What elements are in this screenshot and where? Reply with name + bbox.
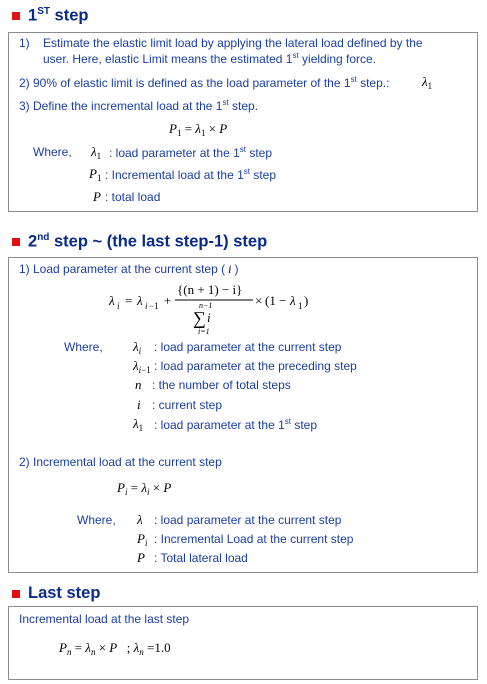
s2-incremental-equation: $P_i = \lambda_i \times P$ — [117, 480, 172, 497]
s3-equation: $P_n = \lambda_n \times P$ ; $\lambda_n =1.0$ — [59, 640, 171, 657]
s2-def2-symbol: $\lambda_{i-1}$ — [133, 358, 151, 375]
svg-text:+: + — [164, 293, 172, 308]
svg-text:i=1: i=1 — [198, 327, 210, 336]
s2-e1-symbol: λ — [137, 512, 143, 527]
svg-text:λ: λ — [290, 293, 296, 308]
svg-text:i: i — [117, 301, 120, 311]
svg-text:(1 −: (1 − — [265, 293, 287, 308]
s2-def3: : the number of total steps — [152, 378, 291, 392]
s2-where2: Where, — [77, 513, 116, 527]
section-1-header — [12, 6, 88, 26]
svg-text:×: × — [255, 293, 263, 308]
s2-e3: : Total lateral load — [154, 551, 248, 565]
s2-def1-symbol: $\lambda_i$ — [133, 339, 142, 356]
section-2-box — [8, 257, 478, 573]
s2-e2: : Incremental Load at the current step — [154, 532, 354, 546]
s2-def5-symbol: $\lambda_1$ — [133, 416, 144, 433]
section-2-title: 2nd step ~ (the last step-1) step — [28, 232, 268, 251]
s2-lambda-formula — [107, 278, 307, 340]
svg-text:): ) — [304, 293, 309, 308]
section-2-header — [12, 232, 267, 252]
svg-text:∑: ∑ — [193, 308, 206, 328]
svg-text:n−1: n−1 — [199, 301, 213, 310]
s2-where: Where, — [64, 340, 103, 354]
s2-def4: : current step — [152, 398, 223, 412]
s2-def5: : load parameter at the 1st step — [154, 417, 317, 432]
s1-item1-num: 1) — [19, 36, 30, 50]
svg-text:λ: λ — [137, 293, 143, 308]
s1-item1-line2: user. Here, elastic Limit means the estimated 1st yielding force. — [43, 51, 377, 66]
s2-e1: : load parameter at the current step — [154, 513, 342, 527]
s1-def3: : total load — [105, 190, 161, 204]
s1-equation: $P_1 = \lambda_1 \times P$ — [169, 121, 228, 138]
svg-text:{(n + 1) − i}: {(n + 1) − i} — [177, 282, 243, 297]
s2-e2-symbol: $P_i$ — [137, 531, 148, 548]
s1-lambda1-symbol: $\lambda_1$ — [422, 74, 433, 91]
s1-item1-line1: Estimate the elastic limit load by applying the lateral load defined by the — [43, 36, 423, 50]
s1-def1-symbol: $\lambda_1$ — [91, 144, 102, 161]
svg-text:λ: λ — [109, 293, 115, 308]
svg-text:1: 1 — [298, 301, 303, 311]
s1-def2: : Incremental load at the 1st step — [105, 167, 276, 182]
section-3-header — [12, 584, 100, 603]
section-1-title: 1ST step — [28, 6, 89, 25]
svg-text:−1: −1 — [149, 301, 159, 311]
section-1-box — [8, 32, 478, 212]
s2-item2: 2) Incremental load at the current step — [19, 455, 222, 469]
s2-def1: : load parameter at the current step — [154, 340, 342, 354]
svg-text:i: i — [207, 310, 211, 325]
red-bullet-icon — [12, 238, 20, 246]
s1-item2: 2) 90% of elastic limit is defined as the load parameter of the 1st step.: — [19, 75, 390, 90]
s2-e3-symbol: P — [137, 550, 145, 565]
s1-def3-symbol: P — [93, 189, 101, 204]
s2-def2: : load parameter at the preceding step — [154, 359, 357, 373]
section-3-box — [8, 606, 478, 680]
red-bullet-icon — [12, 12, 20, 20]
section-3-title: Last step — [28, 584, 101, 602]
s2-item1: 1) Load parameter at the current step ( i ) — [19, 262, 239, 276]
s2-def3-symbol: n — [135, 377, 142, 392]
s1-where: Where, — [33, 145, 72, 159]
svg-text:i: i — [145, 301, 148, 311]
s2-def4-symbol: i — [137, 397, 141, 412]
s1-item3: 3) Define the incremental load at the 1st step. — [19, 98, 259, 113]
s3-line: Incremental load at the last step — [19, 612, 190, 626]
svg-text:=: = — [125, 293, 133, 308]
red-bullet-icon — [12, 590, 20, 598]
s1-def2-symbol: $P_1$ — [89, 166, 102, 183]
s1-def1: : load parameter at the 1st step — [109, 145, 272, 160]
